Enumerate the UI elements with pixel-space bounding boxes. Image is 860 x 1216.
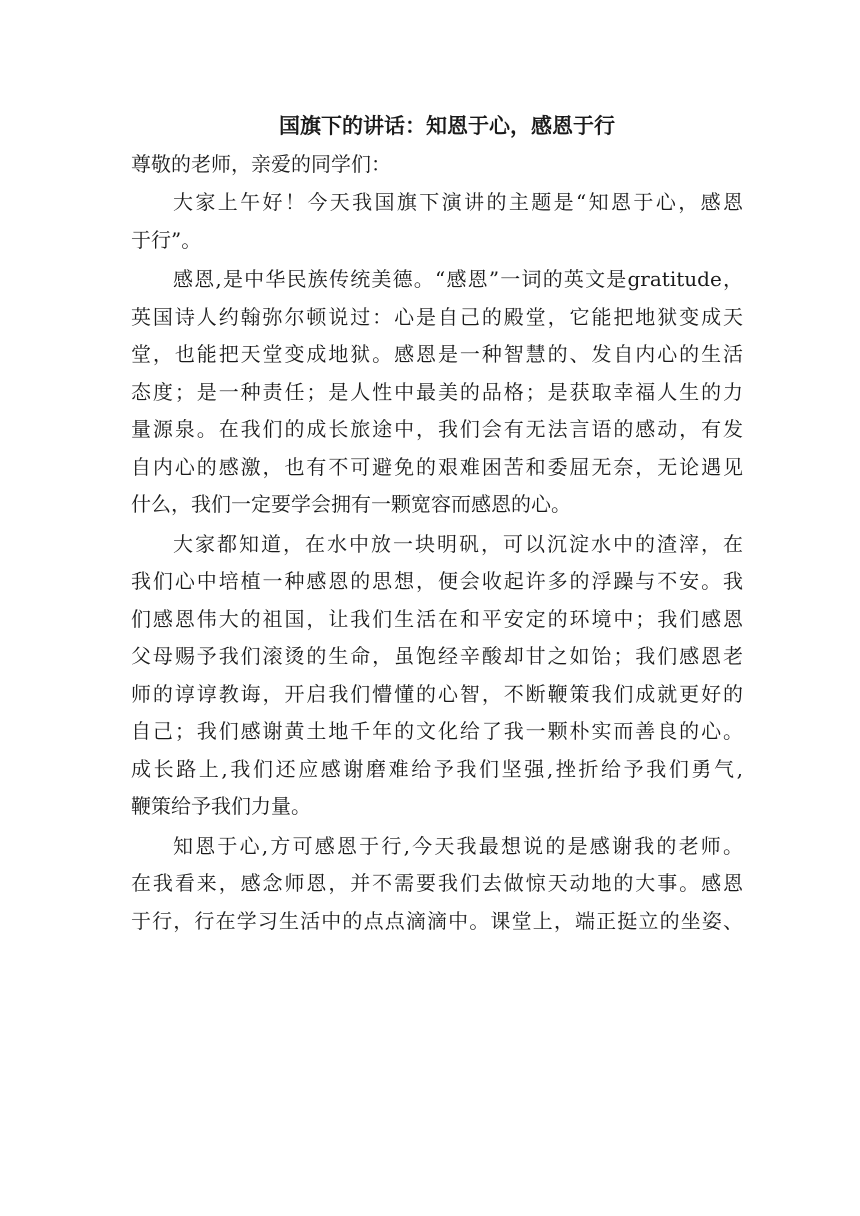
paragraph-line: 大家上午好！今天我国旗下演讲的主题是“知恩于心，感恩 <box>173 190 743 214</box>
paragraph-line: 自内心的感激，也有不可避免的艰难困苦和委屈无奈，无论遇见 <box>131 454 743 479</box>
paragraph-line: 什么，我们一定要学会拥有一颗宽容而感恩的心。 <box>131 492 571 516</box>
paragraph-2 <box>131 261 743 524</box>
paragraph-line: 量源泉。在我们的成长旅途中，我们会有无法言语的感动，有发 <box>131 417 743 441</box>
paragraph-1 <box>131 184 743 259</box>
paragraph-line: 知恩于心,方可感恩于行,今天我最想说的是感谢我的老师。 <box>173 833 743 858</box>
paragraph-line: 在我看来，感念师恩，并不需要我们去做惊天动地的大事。感恩 <box>131 871 743 895</box>
paragraph-line: 我们心中培植一种感恩的思想，便会收起许多的浮躁与不安。我 <box>131 569 743 593</box>
paragraph-line: 自己；我们感谢黄土地千年的文化给了我一颗朴实而善良的心。 <box>131 719 743 743</box>
document-page <box>131 112 743 942</box>
paragraph-line: 师的谆谆教诲，开启我们懵懂的心智，不断鞭策我们成就更好的 <box>131 681 743 706</box>
paragraph-line: 们感恩伟大的祖国，让我们生活在和平安定的环境中；我们感恩 <box>131 606 743 631</box>
paragraph-line: 大家都知道，在水中放一块明矾，可以沉淀水中的渣滓，在 <box>173 531 743 556</box>
paragraph-line: 父母赐予我们滚烫的生命，虽饱经辛酸却甘之如饴；我们感恩老 <box>131 644 743 668</box>
paragraph-line: 成长路上,我们还应感谢磨难给予我们坚强,挫折给予我们勇气, <box>131 756 743 781</box>
document-title: 国旗下的讲话：知恩于心，感恩于行 <box>279 113 615 138</box>
paragraph-3 <box>131 526 743 826</box>
salutation: 尊敬的老师，亲爱的同学们： <box>131 152 391 176</box>
paragraph-line: 于行”。 <box>131 227 202 252</box>
paragraph-4 <box>131 828 743 941</box>
paragraph-line: 感恩,是中华民族传统美德。“感恩”一词的英文是gratitude， <box>173 267 743 291</box>
paragraph-line: 英国诗人约翰弥尔顿说过：心是自己的殿堂，它能把地狱变成天 <box>131 304 743 329</box>
paragraph-line: 态度；是一种责任；是人性中最美的品格；是获取幸福人生的力 <box>131 379 743 404</box>
paragraph-line: 堂，也能把天堂变成地狱。感恩是一种智慧的、发自内心的生活 <box>131 342 743 366</box>
paragraph-line: 于行，行在学习生活中的点点滴滴中。课堂上，端正挺立的坐姿、 <box>131 908 743 933</box>
paragraph-line: 鞭策给予我们力量。 <box>131 794 311 818</box>
